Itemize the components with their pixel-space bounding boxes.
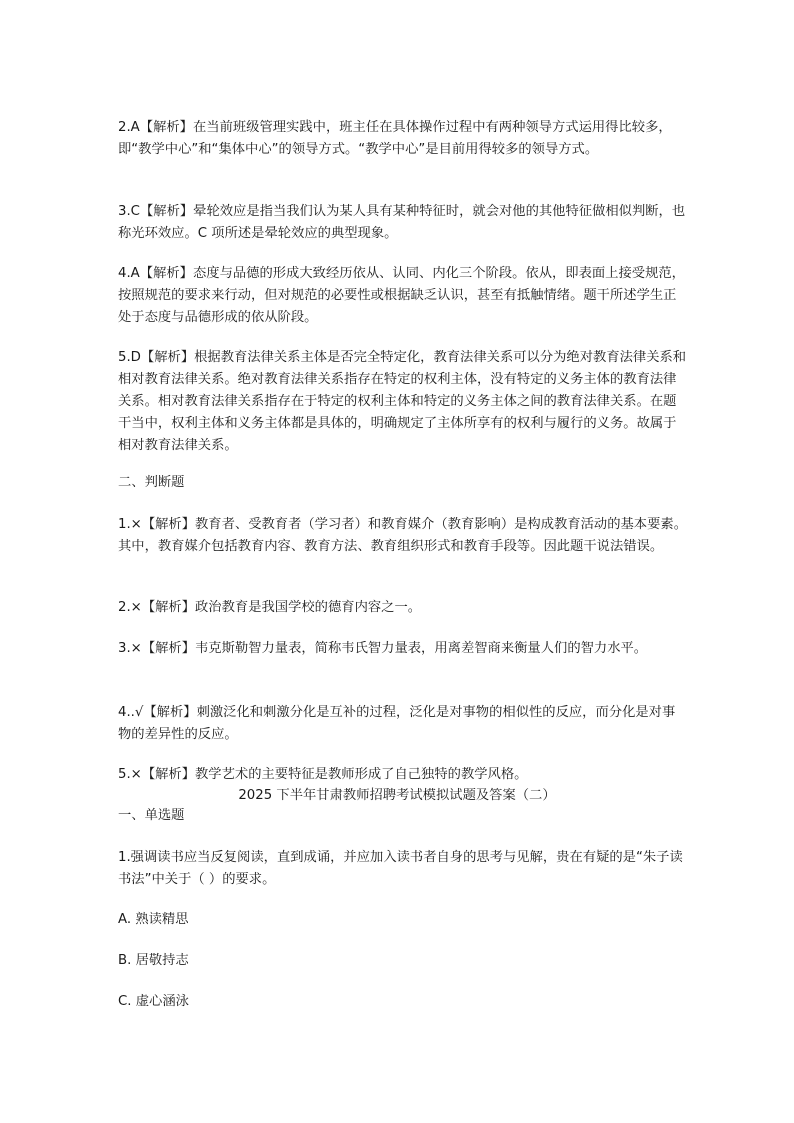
section-heading-judgement: 二、判断题 bbox=[118, 475, 185, 490]
option-a: A. 熟读精思 bbox=[118, 912, 189, 927]
answer-4: 4.A【解析】态度与品德的形成大致经历依从、认同、内化三个阶段。依从，即表面上接受规范，按照规范的要求来行动，但对规范的必要性或根据缺乏认识，甚至有抵触情绪。题干所述学生正处于态度与品德形成的依从阶段。 bbox=[118, 266, 685, 325]
judgement-4: 4..√【解析】刺激泛化和刺激分化是互补的过程，泛化是对事物的相似性的反应，而分化是对事物的差异性的反应。 bbox=[118, 705, 676, 742]
section-heading-single-choice: 一、单选题 bbox=[118, 808, 185, 823]
judgement-5: 5.×【解析】教学艺术的主要特征是教师形成了自己独特的教学风格。 bbox=[118, 767, 528, 782]
exam-title: 2025 下半年甘肃教师招聘考试模拟试题及答案（二） bbox=[238, 788, 556, 803]
judgement-1: 1.×【解析】教育者、受教育者（学习者）和教育媒介（教育影响）是构成教育活动的基本要素。其中，教育媒介包括教育内容、教育方法、教育组织形式和教育手段等。因此题干说法错误。 bbox=[118, 517, 687, 554]
option-b: B. 居敬持志 bbox=[118, 953, 189, 968]
answer-5: 5.D【解析】根据教育法律关系主体是否完全特定化，教育法律关系可以分为绝对教育法律关系和相对教育法律关系。绝对教育法律关系指存在特定的权利主体，没有特定的义务主体的教育法律关系。相对教育法律关系指存在于特定的权利主体和特定的义务主体之间的教育法律关系。在题干当中，权利主体和义务主体都是具体的，明确规定了主体所享有的权利与履行的义务。故属于相对教育法律关系。 bbox=[118, 350, 687, 453]
option-c: C. 虚心涵泳 bbox=[118, 994, 189, 1009]
judgement-3: 3.×【解析】韦克斯勒智力量表，简称韦氏智力量表，用离差智商来衡量人们的智力水平。 bbox=[118, 641, 648, 656]
question-1: 1.强调读书应当反复阅读，直到成诵，并应加入读书者自身的思考与见解，贵在有疑的是“朱子读书法”中关于（ ）的要求。 bbox=[118, 850, 683, 887]
judgement-2: 2.×【解析】政治教育是我国学校的德育内容之一。 bbox=[118, 600, 422, 615]
answer-3: 3.C【解析】晕轮效应是指当我们认为某人具有某种特征时，就会对他的其他特征做相似判断，也称光环效应。C 项所述是晕轮效应的典型现象。 bbox=[118, 204, 686, 241]
answer-2: 2.A【解析】在当前班级管理实践中，班主任在具体操作过程中有两种领导方式运用得比较多，即“教学中心”和“集体中心”的领导方式。“教学中心”是目前用得较多的领导方式。 bbox=[118, 120, 672, 157]
